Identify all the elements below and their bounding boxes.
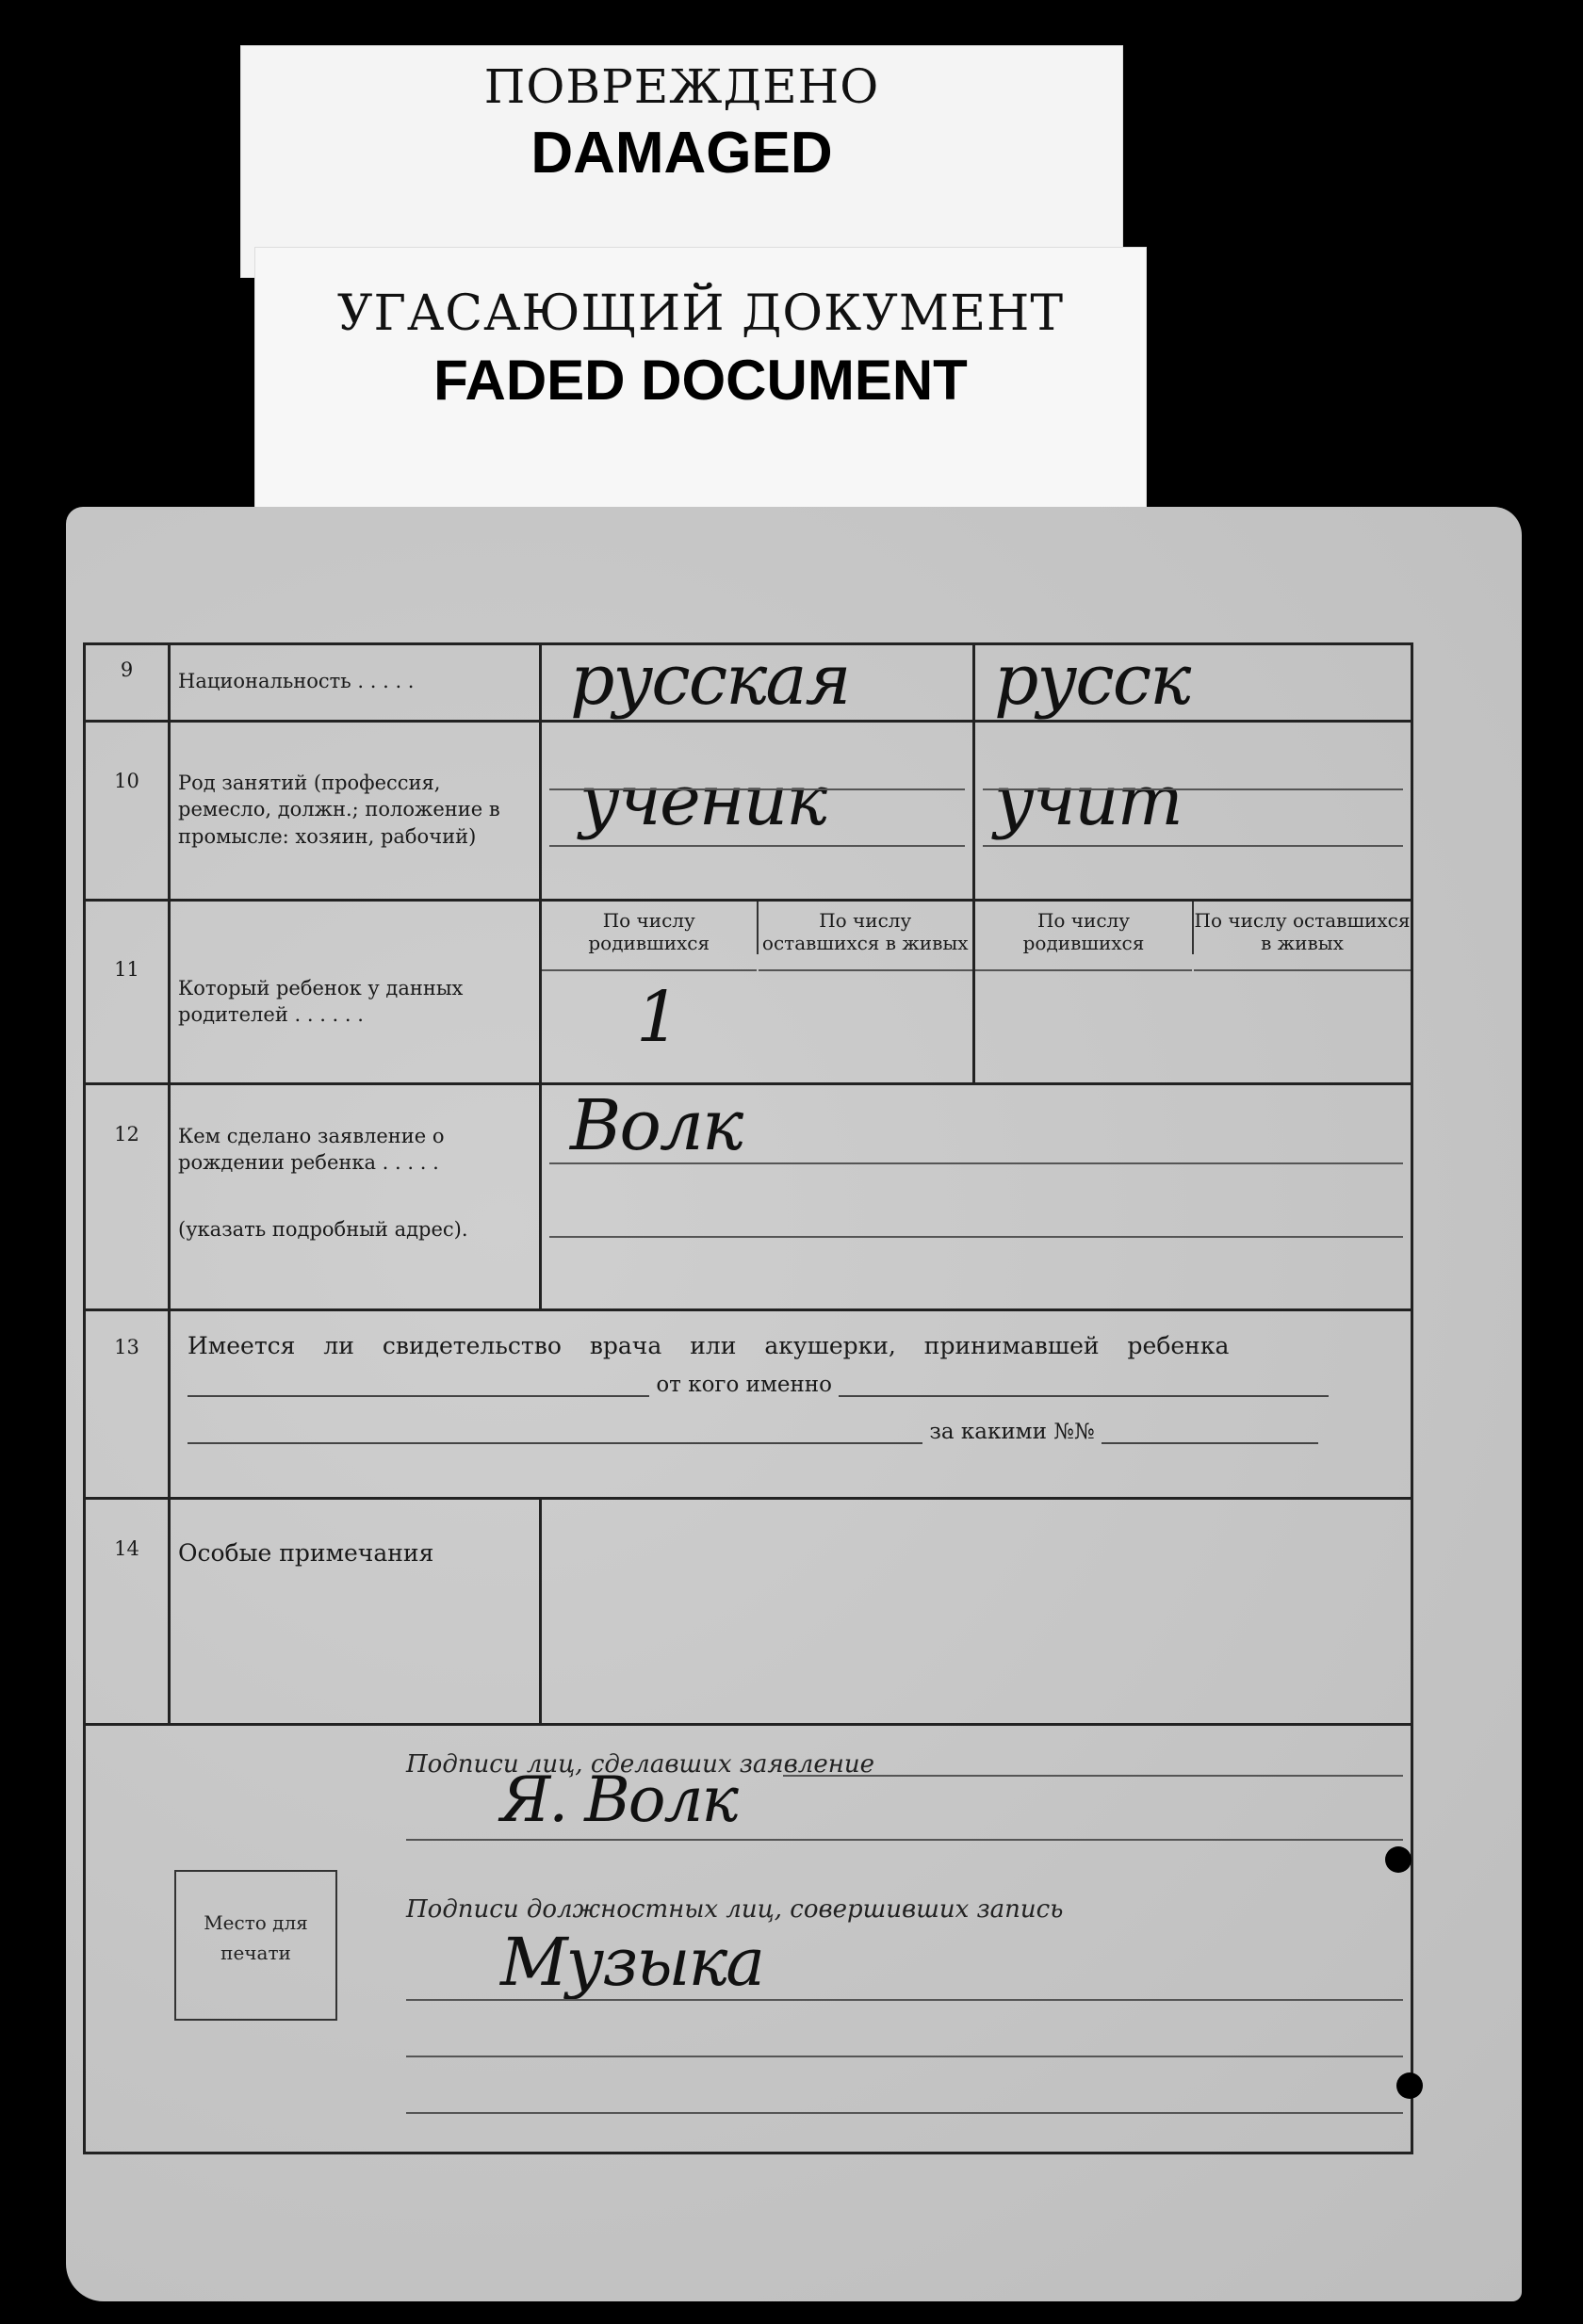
row-question: Род занятий (профессия, ремесло, должн.; положение в промысле: хозяин, рабочий) <box>170 722 541 901</box>
applicant-answer <box>541 1084 1412 1310</box>
faded-label-ru: УГАСАЮЩИЙ ДОКУМЕНТ <box>336 285 1065 342</box>
row-number: 9 <box>85 644 170 722</box>
row-question: Особые примечания <box>170 1499 541 1725</box>
subheader: По числу оставшихся в живых <box>1194 909 1411 954</box>
punch-hole <box>1396 2072 1423 2099</box>
answer-mother <box>974 722 1412 901</box>
answer-mother <box>974 640 1412 722</box>
special-notes-field <box>541 1499 1412 1725</box>
subheader: По числу оставшихся в живых <box>761 909 969 954</box>
form-row-13 <box>85 1310 1412 1499</box>
question-address-note: (указать подробный адрес). <box>178 1217 468 1241</box>
row-question <box>170 1084 541 1310</box>
numbers-label: за какими №№ <box>929 1420 1095 1444</box>
form-row-10 <box>85 722 1412 901</box>
row-question: Который ребенок у данных родителей . . . . . . <box>170 901 541 1084</box>
damaged-label-ru: ПОВРЕЖДЕНО <box>483 59 880 114</box>
birth-order-mother <box>974 901 1412 1084</box>
row-number: 14 <box>85 1499 170 1725</box>
applicant-signature: Я. Волк <box>500 1763 737 1836</box>
officials-signature-label: Подписи должностных лиц, совершивших запись <box>406 1895 1064 1924</box>
handwritten-answer: 1 <box>636 977 679 1058</box>
form-row-14 <box>85 1499 1412 1725</box>
handwritten-answer: русская <box>570 640 850 721</box>
subheader: По числу родившихся <box>1022 909 1145 954</box>
row-number: 12 <box>85 1084 170 1310</box>
punch-hole <box>1385 1846 1412 1873</box>
official-signature: Музыка <box>500 1924 764 2001</box>
handwritten-answer: Волк <box>570 1085 743 1166</box>
answer-father <box>541 640 974 722</box>
from-whom-label: от кого именно <box>656 1373 832 1397</box>
handwritten-answer: ученик <box>579 760 826 841</box>
subheader: По числу родившихся <box>588 909 710 954</box>
seal-place-box: Место для печати <box>174 1870 337 2021</box>
row-number: 11 <box>85 901 170 1084</box>
doctor-certificate-question <box>170 1310 1412 1499</box>
form-row-11 <box>85 901 1412 1084</box>
question-text: Имеется ли свидетельство врача или акушерки, принимавшей ребенка <box>188 1332 1230 1359</box>
handwritten-answer: русск <box>994 640 1190 721</box>
damaged-label <box>240 45 1123 278</box>
row-question: Национальность . . . . . <box>170 644 541 722</box>
handwritten-answer: учит <box>994 760 1182 841</box>
faded-document-label <box>254 247 1147 529</box>
form-row-9 <box>85 644 1412 722</box>
applicants-signature-label: Подписи лиц, сделавших заявление <box>406 1750 874 1779</box>
answer-father <box>541 722 974 901</box>
birth-order-father <box>541 901 974 1084</box>
faded-label-en: FADED DOCUMENT <box>433 349 968 412</box>
damaged-label-en: DAMAGED <box>530 121 833 186</box>
row-number: 13 <box>85 1310 170 1499</box>
row-number: 10 <box>85 722 170 901</box>
form-row-12 <box>85 1084 1412 1310</box>
question-text: Кем сделано заявление о рождении ребенка . . . . . <box>178 1125 445 1175</box>
